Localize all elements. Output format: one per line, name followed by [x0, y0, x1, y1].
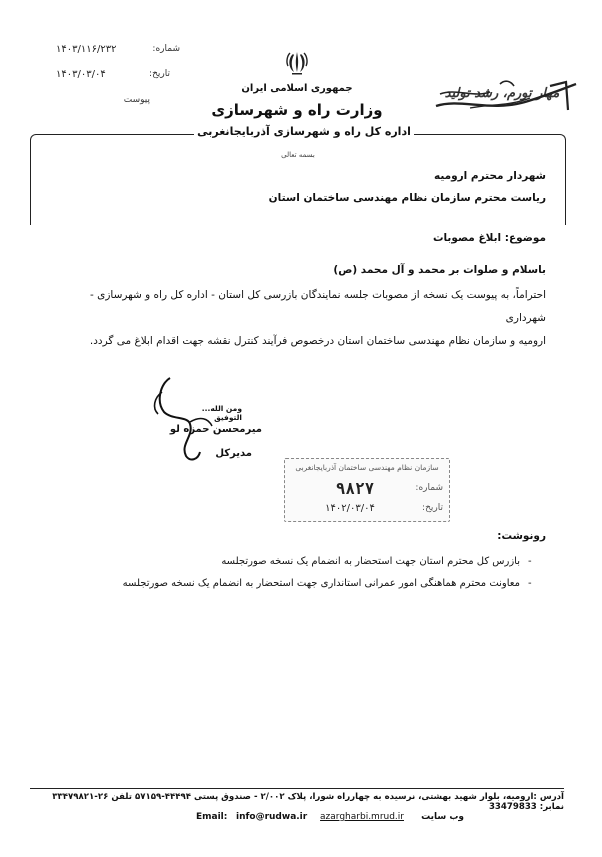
- closing-phrase: ومن الله... التوفیق: [201, 404, 242, 422]
- stamp-org: سازمان نظام مهندسی ساختمان آذربایجانغربی: [295, 463, 439, 472]
- footer-email-label: Email:: [196, 812, 228, 822]
- cc-title: رونوشت:: [497, 530, 546, 542]
- body-line: احتراماً، به پیوست یک نسخه از مصوبات جلسه نمایندگان بازرسی کل استان - اداره کل راه و شهرسازی - شهرداری: [89, 289, 546, 324]
- footer-divider: [30, 788, 564, 789]
- footer-email-link[interactable]: info@rudwa.ir: [236, 812, 308, 822]
- stamp-number-value: ۹۸۲۷: [335, 479, 375, 498]
- greeting-line: باسلام و صلوات بر محمد و آل محمد (ص): [333, 264, 546, 276]
- signatory-title: مدیرکل: [215, 448, 252, 459]
- slogan-logo: [430, 76, 580, 116]
- cc-item: بازرس کل محترم استان جهت استحضار به انضمام یک نسخه صورتجلسه: [221, 556, 520, 567]
- received-stamp: [284, 458, 450, 522]
- iran-emblem-icon: [285, 50, 309, 76]
- stamp-number-label: شماره:: [415, 483, 443, 493]
- cc-bullet: -: [528, 578, 532, 589]
- body-line: ارومیه و سازمان نظام مهندسی ساختمان استان درخصوص فرآیند کنترل نقشه جهت اقدام ابلاغ می گردد.: [89, 335, 546, 347]
- number-value: ۱۴۰۳/۱۱۶/۲۳۲: [56, 44, 117, 55]
- recipient-line: ریاست محترم سازمان نظام مهندسی ساختمان استان: [268, 192, 546, 204]
- office-name: اداره کل راه و شهرسازی آذربایجانغربی: [194, 125, 414, 138]
- ministry-name: وزارت راه و شهرسازی: [211, 101, 383, 119]
- footer-web-label: وب سایت: [421, 812, 464, 822]
- footer-website-link[interactable]: azargharbi.mrud.ir: [320, 812, 404, 822]
- attachment-label: پیوست: [123, 95, 150, 105]
- cc-bullet: -: [528, 556, 532, 567]
- signatory-name: میرمحسن حمزه لو: [169, 424, 262, 435]
- body-paragraph: [48, 284, 546, 353]
- number-label: شماره:: [152, 44, 180, 54]
- date-label: تاریخ:: [149, 69, 170, 79]
- classification-label: بسمه تعالی: [281, 151, 315, 159]
- date-value: ۱۴۰۳/۰۳/۰۴: [56, 69, 106, 80]
- recipient-line: شهردار محترم ارومیه: [433, 170, 546, 182]
- subject-line: موضوع: ابلاغ مصوبات: [432, 232, 546, 244]
- stamp-date-label: تاریخ:: [422, 503, 443, 513]
- slogan-text: مهار تورم، رشد تولید: [444, 86, 560, 101]
- country-name: جمهوری اسلامی ایران: [241, 83, 353, 94]
- cc-item: معاونت محترم هماهنگی امور عمرانی استانداری جهت استحضار به انضمام یک نسخه صورتجلسه: [122, 578, 520, 589]
- footer-address: آدرس :ارومیه، بلوار شهید بهشتی، نرسیده به چهارراه شورا، پلاک ۲/۰۰۲ - صندوق پستی ۴۴۴۹۴-۵۷۱۵۹ تلفن ۲۶-۳۳۴۷۹۸۲۱ نمابر: 33479833: [52, 792, 564, 812]
- stamp-date-value: ۱۴۰۲/۰۳/۰۴: [325, 503, 375, 514]
